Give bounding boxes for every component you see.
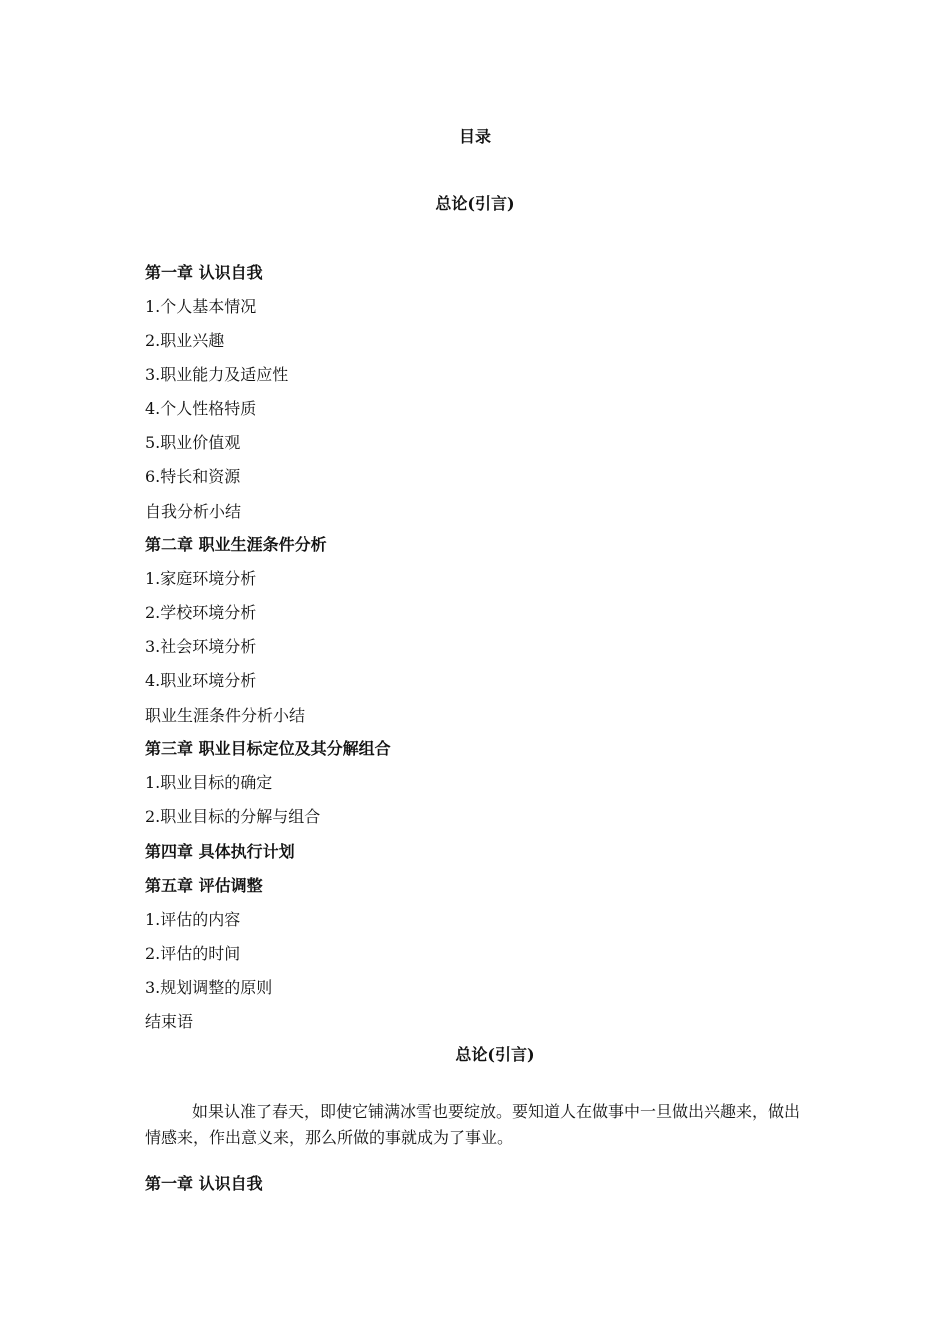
toc-title: 目录 — [458, 127, 491, 146]
toc-item: 2.职业目标的分解与组合 — [145, 807, 321, 826]
toc-item: 1.个人基本情况 — [145, 297, 257, 316]
toc-item: 1.职业目标的确定 — [145, 773, 273, 792]
toc-chapter-5: 第五章 评估调整 — [145, 876, 263, 895]
toc-chapter-1: 第一章 认识自我 — [145, 263, 263, 282]
toc-item: 1.家庭环境分析 — [145, 569, 257, 588]
intro-paragraph: 如果认准了春天，即使它铺满冰雪也要绽放。要知道人在做事中一旦做出兴趣来，做出情感来，作出意义来，那么所做的事就成为了事业。 — [145, 1102, 801, 1147]
toc-item: 3.社会环境分析 — [145, 637, 257, 656]
toc-item: 2.职业兴趣 — [145, 331, 225, 350]
toc-chapter-2: 第二章 职业生涯条件分析 — [145, 535, 327, 554]
toc-intro: 总论(引言) — [435, 194, 515, 213]
toc-item: 2.评估的时间 — [145, 944, 241, 963]
toc-item: 职业生涯条件分析小结 — [145, 706, 306, 725]
toc-item: 自我分析小结 — [145, 502, 242, 521]
toc-item: 3.规划调整的原则 — [145, 978, 273, 997]
toc-chapter-3: 第三章 职业目标定位及其分解组合 — [145, 739, 391, 758]
toc-closing: 结束语 — [145, 1012, 194, 1031]
toc-item: 3.职业能力及适应性 — [145, 365, 289, 384]
toc-item: 5.职业价值观 — [145, 433, 241, 452]
toc-item: 6.特长和资源 — [145, 467, 241, 486]
toc-chapter-4: 第四章 具体执行计划 — [145, 842, 295, 861]
chapter-1-heading: 第一章 认识自我 — [145, 1174, 263, 1193]
toc-item: 4.个人性格特质 — [145, 399, 257, 418]
intro-heading: 总论(引言) — [455, 1045, 535, 1064]
toc-item: 2.学校环境分析 — [145, 603, 257, 622]
toc-item: 4.职业环境分析 — [145, 671, 257, 690]
toc-item: 1.评估的内容 — [145, 910, 241, 929]
